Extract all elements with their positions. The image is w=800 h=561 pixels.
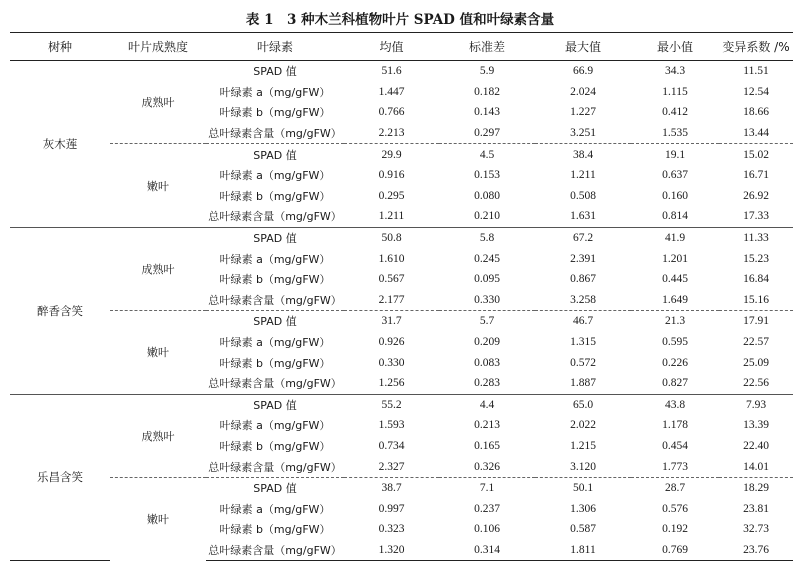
- cell-min: 28.7: [631, 477, 719, 498]
- header-pigment: 叶绿素: [206, 33, 344, 61]
- pigment-label: 叶绿素 a（mg/gFW）: [219, 85, 331, 99]
- leaf-maturity: 嫩叶: [110, 144, 206, 227]
- cell-sd: 0.083: [474, 356, 500, 369]
- table-caption: 表 1 3 种木兰科植物叶片 SPAD 值和叶绿素含量: [245, 12, 555, 28]
- data-table: [10, 32, 793, 561]
- header-sd: 标准差: [439, 33, 535, 61]
- table-row: [10, 477, 793, 498]
- leaf-maturity: 嫩叶: [110, 477, 206, 560]
- cell-cv: 22.40: [743, 439, 769, 452]
- pigment-label: 叶绿素 b（mg/gFW）: [219, 439, 331, 453]
- pigment-label: 叶绿素 b（mg/gFW）: [219, 106, 331, 120]
- table-body: [10, 61, 793, 561]
- cell-cv: 11.51: [743, 65, 769, 78]
- cell-min: 1.115: [662, 85, 688, 98]
- cell-mean: 1.610: [378, 252, 405, 265]
- cell-min: 19.1: [631, 144, 719, 165]
- cell-cv: 16.71: [743, 169, 769, 182]
- cell-sd: 0.106: [474, 523, 500, 536]
- cell-max: 1.306: [570, 502, 596, 515]
- species-name: 灰木莲: [42, 136, 78, 151]
- cell-max: 65.0: [535, 394, 631, 415]
- cell-cv: 26.92: [743, 189, 769, 202]
- cell-min: 0.595: [662, 336, 688, 349]
- pigment-label: 总叶绿素含量（mg/gFW）: [208, 377, 342, 391]
- cell-max: 1.887: [570, 377, 596, 390]
- cell-cv: 14.01: [743, 460, 769, 473]
- cell-sd: 7.1: [439, 477, 535, 498]
- cell-mean: 2.327: [378, 460, 405, 473]
- cell-cv: 15.16: [743, 293, 769, 306]
- pigment-label: 总叶绿素含量（mg/gFW）: [208, 210, 342, 224]
- cell-mean: 38.7: [344, 477, 439, 498]
- pigment-label: 叶绿素 a（mg/gFW）: [219, 169, 331, 183]
- cell-min: 0.814: [662, 210, 688, 223]
- cell-mean: 0.916: [378, 169, 405, 182]
- cell-sd: 0.213: [474, 419, 500, 432]
- pigment-label: 叶绿素 b（mg/gFW）: [219, 273, 331, 287]
- table-row: [10, 144, 793, 165]
- cell-cv: 23.81: [743, 502, 769, 515]
- cell-min: 0.412: [662, 106, 688, 119]
- cell-cv: 13.44: [743, 127, 769, 140]
- cell-cv: 17.33: [743, 210, 769, 223]
- cell-mean: 29.9: [344, 144, 439, 165]
- header-min: 最小值: [631, 33, 719, 61]
- cell-max: 2.022: [570, 419, 596, 432]
- cell-sd: 0.330: [474, 293, 500, 306]
- pigment-label: 叶绿素 b（mg/gFW）: [219, 356, 331, 370]
- table-row: [10, 227, 793, 248]
- cell-max: 3.258: [570, 293, 596, 306]
- pigment-label: 总叶绿素含量（mg/gFW）: [208, 293, 342, 307]
- header-species: 树种: [10, 33, 110, 61]
- cell-cv: 15.23: [743, 252, 769, 265]
- cell-max: 1.811: [535, 540, 631, 561]
- cell-cv: 22.57: [743, 336, 769, 349]
- cell-sd: 0.165: [474, 439, 500, 452]
- cell-sd: 5.8: [439, 227, 535, 248]
- cell-min: 0.192: [662, 523, 688, 536]
- cell-cv: 22.56: [743, 377, 769, 390]
- cell-cv: 18.66: [743, 106, 769, 119]
- cell-mean: 2.177: [378, 293, 405, 306]
- cell-min: 1.201: [662, 252, 688, 265]
- pigment-label: SPAD 值: [206, 311, 344, 332]
- cell-min: 21.3: [631, 311, 719, 332]
- header-max: 最大值: [535, 33, 631, 61]
- cell-mean: 51.6: [381, 65, 402, 78]
- cell-sd: 4.4: [439, 394, 535, 415]
- cell-mean: 55.2: [344, 394, 439, 415]
- leaf-maturity: 成熟叶: [110, 227, 206, 310]
- pigment-label: SPAD 值: [206, 477, 344, 498]
- cell-max: 0.867: [570, 273, 596, 286]
- cell-mean: 0.997: [378, 502, 405, 515]
- cell-sd: 0.314: [439, 540, 535, 561]
- cell-mean: 0.734: [378, 439, 405, 452]
- cell-sd: 5.7: [439, 311, 535, 332]
- pigment-label: SPAD 值: [253, 65, 297, 79]
- cell-max: 38.4: [535, 144, 631, 165]
- cell-max: 2.391: [570, 252, 596, 265]
- cell-cv: 11.33: [719, 227, 793, 248]
- cell-max: 1.215: [570, 439, 596, 452]
- cell-max: 2.024: [570, 85, 596, 98]
- cell-max: 1.315: [570, 336, 596, 349]
- cell-max: 50.1: [535, 477, 631, 498]
- header-row: [10, 33, 793, 61]
- cell-cv: 16.84: [743, 273, 769, 286]
- cell-max: 67.2: [535, 227, 631, 248]
- species-name: 醉香含笑: [10, 227, 110, 394]
- cell-mean: 50.8: [344, 227, 439, 248]
- pigment-label: 总叶绿素含量（mg/gFW）: [208, 460, 342, 474]
- cell-max: 1.631: [570, 210, 596, 223]
- cell-cv: 12.54: [743, 85, 769, 98]
- cell-min: 0.454: [662, 439, 688, 452]
- cell-sd: 0.182: [474, 85, 500, 98]
- cell-min: 1.773: [662, 460, 688, 473]
- pigment-label: 总叶绿素含量（mg/gFW）: [206, 540, 344, 561]
- cell-min: 0.637: [662, 169, 688, 182]
- cell-max: 3.251: [570, 127, 596, 140]
- pigment-label: 叶绿素 b（mg/gFW）: [219, 523, 331, 537]
- cell-sd: 0.080: [474, 189, 500, 202]
- leaf-maturity: 成熟叶: [110, 394, 206, 477]
- cell-cv: 17.91: [719, 311, 793, 332]
- cell-mean: 1.320: [344, 540, 439, 561]
- pigment-label: 叶绿素 a（mg/gFW）: [219, 252, 331, 266]
- cell-mean: 2.213: [378, 127, 405, 140]
- table-row: [10, 394, 793, 415]
- cell-mean: 1.593: [378, 419, 405, 432]
- cell-max: 0.508: [570, 189, 596, 202]
- cell-sd: 0.297: [474, 127, 500, 140]
- cell-cv: 7.93: [719, 394, 793, 415]
- cell-mean: 0.567: [378, 273, 405, 286]
- cell-max: 66.9: [572, 65, 594, 78]
- cell-max: 1.227: [570, 106, 596, 119]
- table-row: [10, 311, 793, 332]
- cell-sd: 0.143: [474, 106, 500, 119]
- cell-min: 0.160: [662, 189, 688, 202]
- cell-min: 1.535: [662, 127, 688, 140]
- cell-min: 0.769: [631, 540, 719, 561]
- cell-mean: 31.7: [344, 311, 439, 332]
- cell-max: 1.211: [570, 169, 596, 182]
- pigment-label: SPAD 值: [206, 227, 344, 248]
- pigment-label: 叶绿素 b（mg/gFW）: [219, 189, 331, 203]
- cell-cv: 15.02: [719, 144, 793, 165]
- cell-sd: 5.9: [479, 65, 495, 78]
- header-cv: 变异系数 /%: [719, 33, 793, 61]
- pigment-label: 叶绿素 a（mg/gFW）: [219, 419, 331, 433]
- species-name: 乐昌含笑: [10, 394, 110, 561]
- cell-sd: 0.095: [474, 273, 500, 286]
- cell-cv: 18.29: [719, 477, 793, 498]
- cell-sd: 0.209: [474, 336, 500, 349]
- cell-max: 3.120: [570, 460, 596, 473]
- cell-mean: 1.256: [378, 377, 405, 390]
- cell-mean: 0.295: [378, 189, 405, 202]
- cell-cv: 23.76: [719, 540, 793, 561]
- cell-min: 0.226: [662, 356, 688, 369]
- cell-sd: 0.245: [474, 252, 500, 265]
- cell-cv: 13.39: [743, 419, 769, 432]
- cell-cv: 32.73: [743, 523, 769, 536]
- cell-mean: 0.926: [378, 336, 405, 349]
- cell-min: 0.576: [662, 502, 688, 515]
- cell-sd: 0.210: [474, 210, 500, 223]
- cell-min: 41.9: [631, 227, 719, 248]
- cell-max: 46.7: [535, 311, 631, 332]
- cell-min: 1.178: [662, 419, 688, 432]
- cell-mean: 0.323: [378, 523, 405, 536]
- pigment-label: 总叶绿素含量（mg/gFW）: [208, 127, 342, 141]
- cell-sd: 0.237: [474, 502, 500, 515]
- cell-mean: 0.766: [378, 106, 405, 119]
- cell-min: 34.3: [664, 65, 686, 78]
- cell-mean: 1.447: [378, 85, 405, 98]
- cell-mean: 0.330: [378, 356, 405, 369]
- cell-min: 1.649: [662, 293, 688, 306]
- cell-sd: 0.326: [474, 460, 500, 473]
- cell-max: 0.572: [570, 356, 596, 369]
- pigment-label: SPAD 值: [206, 394, 344, 415]
- header-maturity: 叶片成熟度: [110, 33, 206, 61]
- leaf-maturity: 成熟叶: [141, 96, 175, 110]
- cell-min: 0.445: [662, 273, 688, 286]
- cell-sd: 0.153: [474, 169, 500, 182]
- pigment-label: 叶绿素 a（mg/gFW）: [219, 336, 331, 350]
- cell-max: 0.587: [570, 523, 596, 536]
- header-mean: 均值: [344, 33, 439, 61]
- cell-min: 43.8: [631, 394, 719, 415]
- cell-mean: 1.211: [378, 210, 405, 223]
- table-row: [10, 61, 793, 82]
- cell-sd: 4.5: [439, 144, 535, 165]
- cell-sd: 0.283: [474, 377, 500, 390]
- leaf-maturity: 嫩叶: [110, 311, 206, 394]
- cell-cv: 25.09: [743, 356, 769, 369]
- pigment-label: 叶绿素 a（mg/gFW）: [219, 502, 331, 516]
- cell-min: 0.827: [662, 377, 688, 390]
- pigment-label: SPAD 值: [206, 144, 344, 165]
